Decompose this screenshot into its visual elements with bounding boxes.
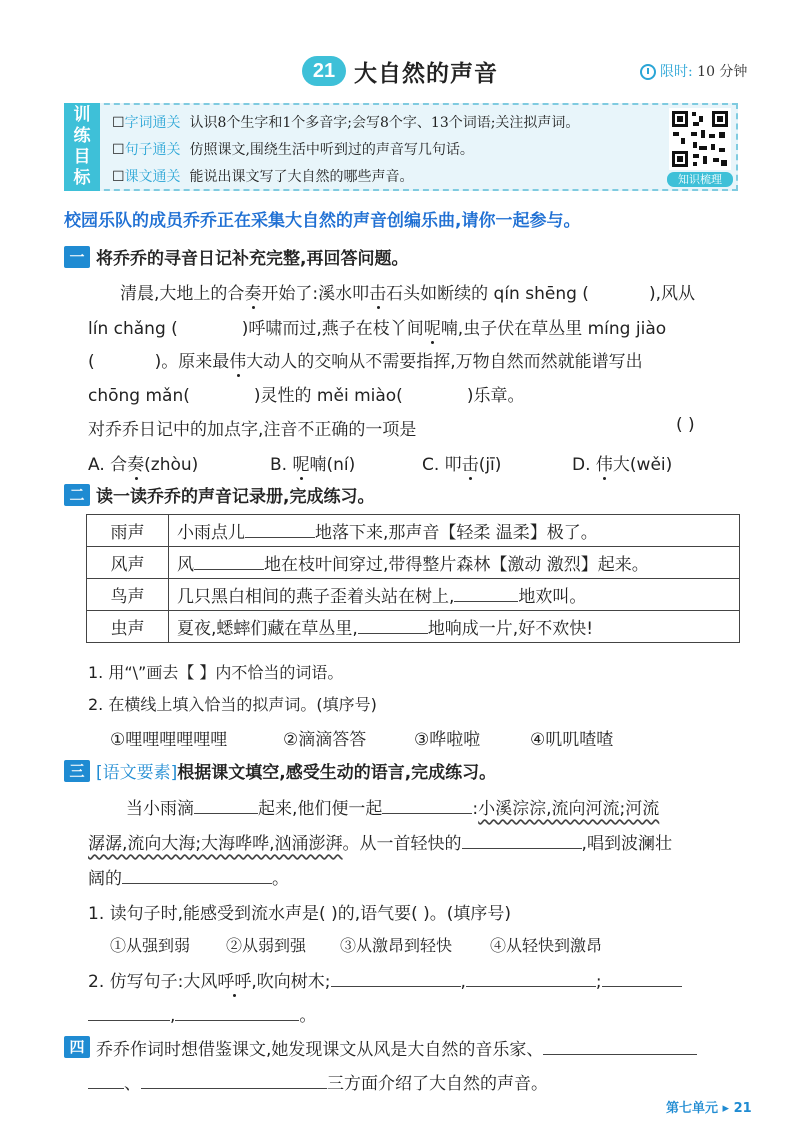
wavy-underlined-text: 小溪淙淙,流向河流;河流: [478, 799, 660, 819]
fill-blank[interactable]: [245, 520, 315, 538]
diary-text: 清晨,大地上的合: [120, 284, 245, 304]
question-text: 对乔乔日记中的加点字,注音不正确的一项是: [88, 420, 417, 440]
fill-blank[interactable]: [88, 1071, 124, 1089]
table-row: [87, 515, 740, 547]
section-title-text: 根据课文填空,感受生动的语言,完成练习。: [177, 763, 497, 783]
goal-side-char: 练: [73, 126, 91, 146]
dotted-char: 奏: [127, 455, 145, 475]
passage-line: 阔的 。: [88, 864, 289, 889]
table-row: [87, 547, 740, 579]
fill-blank[interactable]: [122, 866, 272, 884]
diary-text: )灵性的 měi miào(: [253, 386, 403, 406]
section4-line: 乔乔作词时想借鉴课文,她发现课文从风是大自然的音乐家、: [96, 1035, 697, 1060]
choice-item: ③哗啦啦: [414, 730, 481, 750]
fill-blank[interactable]: [466, 969, 596, 987]
sound-record-table: [86, 514, 740, 643]
table-cell-content: 小雨点儿 地落下来,那声音【轻柔 温柔】极了。: [169, 515, 740, 547]
table-cell-category: 鸟声: [87, 579, 169, 611]
section-title: 读一读乔乔的声音记录册,完成练习。: [96, 487, 375, 507]
section-number: 一: [64, 246, 90, 268]
choice-item: ④叽叽喳喳: [530, 730, 614, 750]
diary-text: 大动人的交响从不需要指挥,万物自然而然就能谱写出: [246, 352, 643, 372]
diary-line: [88, 381, 524, 406]
goal-side-char: 训: [73, 105, 91, 125]
table-cell-category: 雨声: [87, 515, 169, 547]
table-cell-content: 夏夜,蟋蟀们藏在草丛里, 地响成一片,好不欢快!: [169, 611, 740, 643]
goal-side-char: 目: [73, 147, 91, 167]
goal-row: ☐句子通关 仿照课文,围绕生活中听到过的声音写几句话。: [112, 142, 474, 158]
option-text: 大(wěi): [612, 455, 673, 475]
lesson-number-badge: 21: [302, 56, 346, 86]
fill-blank[interactable]: [194, 552, 264, 570]
page-footer: 第七单元 ▸ 21: [666, 1101, 752, 1116]
section-number: 二: [64, 484, 90, 506]
diary-text: )。原来最: [154, 352, 230, 372]
choice-item: ②从弱到强: [226, 936, 307, 955]
dotted-char: 奏: [244, 284, 262, 304]
diary-line: [120, 279, 695, 304]
fill-blank[interactable]: [331, 969, 461, 987]
section4-line: 、 三方面介绍了大自然的声音。: [88, 1069, 548, 1094]
choice-item: ①哩哩哩哩哩哩: [110, 730, 228, 750]
dotted-char: 伟: [229, 352, 247, 372]
option-text: A. 合: [88, 455, 128, 475]
page-title: 大自然的声音: [354, 61, 498, 87]
option-c[interactable]: [422, 450, 501, 475]
goal-text: 仿照课文,围绕生活中听到过的声音写几句话。: [189, 142, 474, 158]
fill-blank[interactable]: [462, 831, 582, 849]
exercise-question: 1. 读句子时,能感受到流水声是( )的,语气要( )。(填序号): [88, 904, 512, 924]
table-row: [87, 579, 740, 611]
fill-blank[interactable]: [602, 969, 682, 987]
section-tag: [语文要素]: [96, 763, 178, 783]
goal-text: 认识8个生字和1个多音字;会写8个字、13个词语;关注拟声词。: [189, 115, 580, 131]
time-limit: [660, 61, 747, 81]
fill-blank[interactable]: [543, 1037, 697, 1055]
option-text: C. 叩: [422, 455, 462, 475]
time-limit-label: 限时:: [660, 64, 693, 80]
diary-text: 喃,虫子伏在草丛里 míng jiào: [440, 319, 667, 339]
fill-blank[interactable]: [358, 616, 428, 634]
time-limit-value: 10 分钟: [697, 64, 748, 80]
option-text: (jī): [478, 455, 502, 475]
table-row: [87, 611, 740, 643]
section-title: 将乔乔的寻音日记补充完整,再回答问题。: [96, 249, 409, 269]
dotted-char: 呢: [292, 455, 310, 475]
option-d[interactable]: [572, 450, 672, 475]
option-text: D.: [572, 455, 596, 475]
choice-item: ①从强到弱: [110, 936, 191, 955]
fill-blank[interactable]: [454, 584, 518, 602]
clock-icon: [640, 64, 656, 80]
diary-text: lín chǎng (: [88, 319, 178, 339]
diary-text: )乐章。: [466, 386, 525, 406]
qr-code-label: 知识梳理: [667, 172, 733, 187]
option-b[interactable]: [270, 450, 355, 475]
diary-text: 开始了:溪水叩: [261, 284, 370, 304]
diary-text: (: [88, 352, 95, 372]
fill-blank[interactable]: [141, 1071, 327, 1089]
diary-line: [88, 314, 666, 339]
section-title: [96, 758, 496, 783]
table-cell-content: 几只黑白相间的燕子歪着头站在树上, 地欢叫。: [169, 579, 740, 611]
goal-tag: 字词通关: [124, 115, 181, 131]
intro-text: 校园乐队的成员乔乔正在采集大自然的声音创编乐曲,请你一起参与。: [64, 211, 581, 231]
dotted-char: 击: [369, 284, 387, 304]
dotted-char: 呢: [423, 319, 441, 339]
rewrite-line: , 。: [88, 1001, 316, 1026]
choice-item: ③从激昂到轻快: [340, 936, 453, 955]
exercise-question: 1. 用“\”画去【 】内不恰当的词语。: [88, 663, 344, 682]
table-cell-category: 虫声: [87, 611, 169, 643]
exercise-question: 2. 在横线上填入恰当的拟声词。(填序号): [88, 695, 377, 714]
fill-blank[interactable]: [194, 796, 258, 814]
goal-tag: 课文通关: [124, 169, 181, 185]
diary-text: )呼啸而过,燕子在枝丫间: [241, 319, 424, 339]
fill-blank[interactable]: [175, 1003, 299, 1021]
diary-line: [88, 347, 643, 372]
answer-paren[interactable]: ( ): [676, 415, 695, 435]
training-goals-label: [64, 103, 100, 191]
dotted-char: 呼呼: [217, 972, 252, 992]
goal-side-char: 标: [73, 168, 91, 188]
wavy-underlined-text: 潺潺,流向大海;大海哗哗,汹涌澎湃: [88, 834, 343, 854]
diary-text: 石头如断续的 qín shēng (: [386, 284, 589, 304]
goal-row: ☐字词通关 认识8个生字和1个多音字;会写8个字、13个词语;关注拟声词。: [112, 115, 580, 131]
table-cell-category: 风声: [87, 547, 169, 579]
option-a[interactable]: [88, 450, 198, 475]
passage-line: 潺潺,流向大海;大海哗哗,汹涌澎湃。从一首轻快的 ,唱到波澜壮: [88, 829, 672, 854]
option-text: (zhòu): [144, 455, 199, 475]
choice-item: ④从轻快到激昂: [490, 936, 603, 955]
section-number: 四: [64, 1036, 90, 1058]
fill-blank[interactable]: [88, 1003, 170, 1021]
fill-blank[interactable]: [382, 796, 472, 814]
table-cell-content: 风 地在枝叶间穿过,带得整片森林【激动 激烈】起来。: [169, 547, 740, 579]
diary-text: chōng mǎn(: [88, 386, 190, 406]
dotted-char: 击: [461, 455, 479, 475]
option-text: 喃(ní): [309, 455, 356, 475]
goal-row: ☐课文通关 能说出课文写了大自然的哪些声音。: [112, 169, 414, 185]
diary-text: ),风从: [648, 284, 695, 304]
choice-item: ②滴滴答答: [283, 730, 367, 750]
goal-text: 能说出课文写了大自然的哪些声音。: [189, 169, 414, 185]
goal-tag: 句子通关: [124, 142, 181, 158]
option-text: B.: [270, 455, 293, 475]
passage-line: 当小雨滴 起来,他们便一起 :小溪淙淙,流向河流;河流: [126, 794, 659, 819]
rewrite-line: 2. 仿写句子:大风呼呼,吹向树木; , ;: [88, 967, 682, 992]
qr-code-icon[interactable]: [669, 108, 731, 170]
dotted-char: 伟: [595, 455, 613, 475]
section-number: 三: [64, 760, 90, 782]
